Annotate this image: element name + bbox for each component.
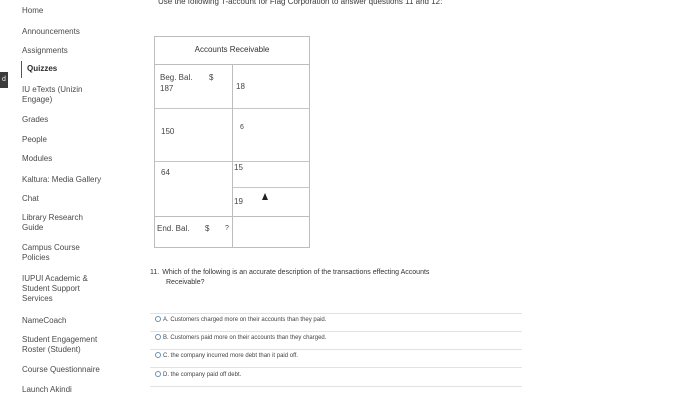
t-account-row-rule <box>233 108 310 109</box>
option-text: Customers charged more on their accounts than they paid. <box>170 317 327 323</box>
credit-entry: 18 <box>236 82 245 91</box>
sidebar-item-launch-akindi[interactable]: Launch Akindi <box>22 385 72 394</box>
sidebar-item-iupui-academic-support[interactable]: IUPUI Academic & Student Support Services <box>22 274 88 303</box>
answer-option-d[interactable] <box>155 371 241 380</box>
sidebar-item-modules[interactable]: Modules <box>22 154 53 163</box>
sidebar-item-chat[interactable]: Chat <box>22 194 39 203</box>
t-account-total-rule <box>155 216 309 217</box>
answer-option-a[interactable] <box>155 316 326 325</box>
end-bal-value: ? <box>225 225 229 232</box>
radio-button-icon[interactable] <box>155 352 161 358</box>
mouse-cursor-icon <box>262 193 268 200</box>
option-letter: C. <box>163 353 169 359</box>
beg-bal-label: Beg. Bal. <box>160 73 193 82</box>
debit-entry: 150 <box>161 127 175 136</box>
credit-entry: 15 <box>234 163 243 172</box>
sidebar-item-student-engagement-roster[interactable]: Student Engagement Roster (Student) <box>22 335 98 354</box>
t-account-row-rule <box>233 187 310 188</box>
option-letter: B. <box>163 335 169 341</box>
t-account-title: Accounts Receivable <box>194 45 270 54</box>
sidebar-item-people[interactable]: People <box>22 135 47 144</box>
t-account-row-rule <box>233 161 310 162</box>
sidebar-item-home[interactable]: Home <box>22 6 44 15</box>
t-account-table <box>154 36 310 248</box>
question-text-continued: Receivable? <box>166 279 205 286</box>
sidebar-item-course-questionnaire[interactable]: Course Questionnaire <box>22 365 100 374</box>
collapse-tab[interactable]: d <box>0 72 8 88</box>
option-letter: D. <box>163 372 169 378</box>
answer-option-c[interactable] <box>155 352 298 361</box>
radio-button-icon[interactable] <box>155 334 161 340</box>
sidebar-item-grades[interactable]: Grades <box>22 115 49 124</box>
beg-bal-dollar: $ <box>209 73 214 82</box>
end-bal-label: End. Bal. <box>157 224 190 233</box>
credit-entry: 6 <box>240 124 244 131</box>
question-intro-text: Use the following T-account for Flag Corporation to answer questions 11 and 12: <box>158 0 443 6</box>
sidebar-item-campus-course-policies[interactable]: Campus Course Policies <box>22 243 80 262</box>
end-bal-dollar: $ <box>205 224 210 233</box>
question-11 <box>150 268 530 288</box>
question-number: 11. <box>150 269 160 276</box>
question-text: Which of the following is an accurate description of the transactions effecting Accounts <box>162 269 430 276</box>
option-text: Customers paid more on their accounts than they charged. <box>170 335 327 341</box>
sidebar-item-assignments[interactable]: Assignments <box>22 46 68 55</box>
debit-entry: 64 <box>161 168 170 177</box>
radio-button-icon[interactable] <box>155 371 161 377</box>
radio-button-icon[interactable] <box>155 316 161 322</box>
option-separator <box>150 386 522 387</box>
option-text: the company incurred more debt than it paid off. <box>170 353 298 359</box>
t-account-row-rule <box>155 108 232 109</box>
t-account-row-rule <box>155 161 232 162</box>
course-navigation <box>0 0 140 401</box>
credit-entry: 19 <box>234 197 243 206</box>
t-account-divider <box>232 64 233 248</box>
sidebar-item-announcements[interactable]: Announcements <box>22 27 80 36</box>
beg-bal-value: 187 <box>160 84 174 93</box>
option-separator <box>150 331 522 332</box>
sidebar-item-kaltura-media-gallery[interactable]: Kaltura: Media Gallery <box>22 175 102 184</box>
answer-option-b[interactable] <box>155 334 326 343</box>
sidebar-item-quizzes[interactable]: Quizzes <box>21 61 131 78</box>
option-separator <box>150 349 522 350</box>
option-separator <box>150 313 522 314</box>
sidebar-item-library-research-guide[interactable]: Library Research Guide <box>22 213 83 232</box>
sidebar-item-namecoach[interactable]: NameCoach <box>22 316 67 325</box>
option-letter: A. <box>163 317 169 323</box>
option-text: the company paid off debt. <box>170 372 242 378</box>
option-separator <box>150 367 522 368</box>
sidebar-item-iu-etexts[interactable]: IU eTexts (Unizin Engage) <box>22 85 83 104</box>
